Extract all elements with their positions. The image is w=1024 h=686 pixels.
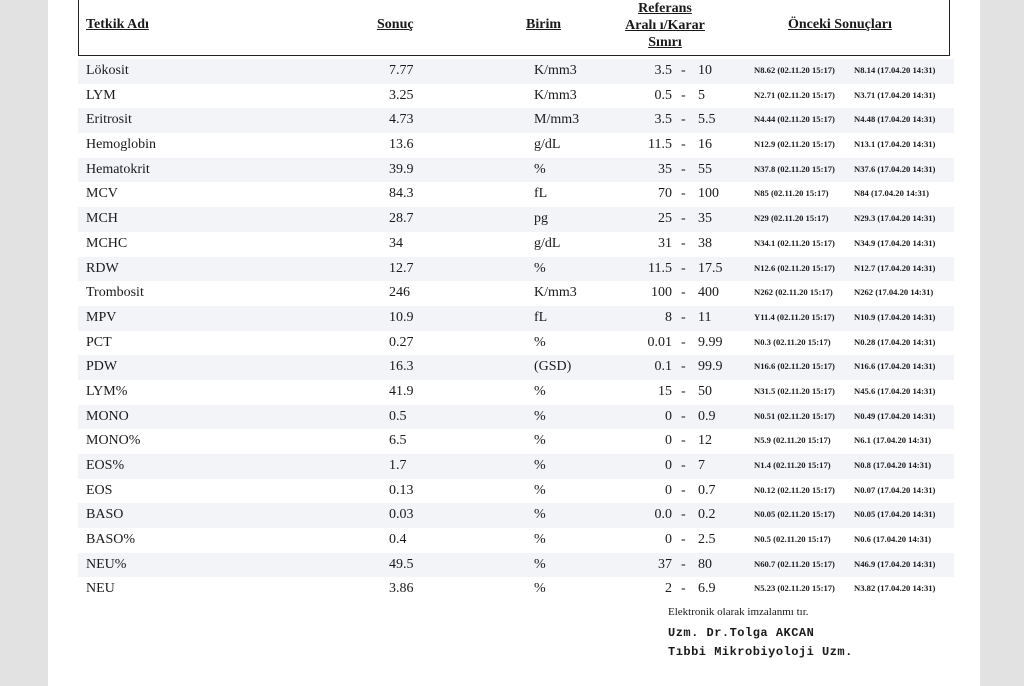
previous-results [754, 238, 954, 248]
test-result: 13.6 [389, 137, 414, 153]
reference-low: 35 [658, 161, 672, 177]
previous-result-prev1: N8.62 (02.11.20 15:17) [754, 65, 835, 75]
previous-result-prev1: N16.6 (02.11.20 15:17) [754, 361, 835, 372]
previous-results [754, 139, 954, 149]
previous-result-prev1: Y11.4 (02.11.20 15:17) [754, 311, 835, 322]
test-name: Trombosit [86, 285, 144, 301]
test-name: EOS% [86, 458, 125, 473]
table-row [78, 528, 954, 553]
test-unit: % [534, 334, 546, 350]
previous-results [754, 164, 954, 174]
reference-separator: - [681, 383, 686, 399]
previous-result-prev2: N37.6 (17.04.20 14:31) [854, 163, 936, 174]
reference-separator: - [681, 137, 686, 153]
previous-result-prev2: N8.14 (17.04.20 14:31) [854, 65, 936, 75]
reference-high: 0.2 [698, 507, 716, 523]
reference-high: 16 [698, 137, 712, 153]
header-ref-line-2: Aralı ı/Karar [625, 18, 705, 33]
previous-result-prev1: N0.12 (02.11.20 15:17) [754, 484, 835, 495]
previous-results [754, 90, 954, 100]
previous-results [754, 411, 954, 421]
header-ref-line-1: Referans [638, 1, 692, 16]
test-unit: g/dL [534, 235, 561, 251]
reference-high: 99.9 [698, 359, 723, 375]
reference-separator: - [681, 161, 686, 177]
reference-high: 55 [698, 161, 712, 177]
previous-result-prev1: N1.4 (02.11.20 15:17) [754, 460, 831, 470]
test-name: Hematokrit [86, 161, 150, 177]
previous-result-prev1: N5.9 (02.11.20 15:17) [754, 435, 831, 446]
test-result: 39.9 [389, 161, 414, 177]
reference-low: 0 [665, 532, 672, 548]
previous-result-prev2: N0.07 (17.04.20 14:31) [854, 484, 936, 495]
table-row [78, 133, 954, 158]
previous-result-prev2: N84 (17.04.20 14:31) [854, 188, 929, 199]
table-header [48, 0, 980, 58]
previous-result-prev1: N31.5 (02.11.20 15:17) [754, 385, 835, 396]
test-unit: % [534, 556, 546, 572]
test-unit: % [534, 260, 546, 276]
reference-low: 0.01 [647, 334, 672, 350]
test-result: 1.7 [389, 458, 407, 473]
test-result: 0.27 [389, 334, 414, 350]
table-row [78, 84, 954, 109]
reference-separator: - [681, 433, 686, 449]
reference-low: 0.0 [654, 507, 672, 523]
reference-separator: - [681, 63, 686, 78]
previous-results [754, 114, 954, 124]
previous-result-prev1: N37.8 (02.11.20 15:17) [754, 163, 835, 174]
reference-separator: - [681, 458, 686, 473]
test-name: EOS [86, 482, 113, 498]
reference-high: 38 [698, 235, 712, 251]
previous-result-prev2: N4.48 (17.04.20 14:31) [854, 114, 936, 125]
test-unit: % [534, 383, 546, 399]
reference-low: 0 [665, 433, 672, 449]
reference-low: 2 [665, 581, 672, 597]
reference-separator: - [681, 581, 686, 597]
table-row [78, 331, 954, 356]
test-name: PDW [86, 359, 118, 375]
reference-separator: - [681, 112, 686, 128]
previous-results [754, 188, 954, 198]
previous-result-prev2: N3.71 (17.04.20 14:31) [854, 89, 936, 100]
previous-result-prev1: N12.9 (02.11.20 15:17) [754, 139, 835, 150]
test-result: 0.03 [389, 507, 414, 523]
reference-low: 25 [658, 211, 672, 227]
doctor-title: Tıbbi Mikrobiyoloji Uzm. [668, 645, 853, 659]
table-row [78, 207, 954, 232]
reference-separator: - [681, 482, 686, 498]
reference-low: 15 [658, 383, 672, 399]
test-name: NEU% [86, 556, 127, 572]
previous-results [754, 213, 954, 223]
table-row [78, 577, 954, 602]
previous-result-prev2: N0.28 (17.04.20 14:31) [854, 336, 936, 347]
previous-result-prev1: N2.71 (02.11.20 15:17) [754, 89, 835, 100]
previous-result-prev2: N3.82 (17.04.20 14:31) [854, 583, 936, 594]
left-margin [0, 0, 48, 686]
previous-result-prev1: N0.05 (02.11.20 15:17) [754, 509, 835, 520]
reference-high: 12 [698, 433, 712, 449]
previous-result-prev2: N6.1 (17.04.20 14:31) [854, 435, 932, 446]
previous-results [754, 485, 954, 495]
previous-result-prev2: N12.7 (17.04.20 14:31) [854, 262, 936, 273]
table-row [78, 232, 954, 257]
reference-low: 11.5 [648, 137, 672, 153]
previous-results [754, 509, 954, 519]
table-row [78, 405, 954, 430]
test-unit: % [534, 507, 546, 523]
reference-high: 2.5 [698, 532, 716, 548]
reference-high: 17.5 [698, 260, 723, 276]
previous-result-prev2: N34.9 (17.04.20 14:31) [854, 237, 936, 248]
reference-low: 8 [665, 309, 672, 325]
reference-separator: - [681, 507, 686, 523]
reference-high: 0.9 [698, 408, 716, 424]
test-name: MPV [86, 309, 117, 325]
test-unit: K/mm3 [534, 63, 577, 78]
table-row [78, 108, 954, 133]
previous-results [754, 386, 954, 396]
test-name: Eritrosit [86, 112, 132, 128]
reference-separator: - [681, 532, 686, 548]
previous-result-prev2: N29.3 (17.04.20 14:31) [854, 213, 936, 224]
table-row [78, 454, 954, 479]
test-result: 3.86 [389, 581, 414, 597]
test-name: Hemoglobin [86, 137, 156, 153]
test-result: 0.4 [389, 532, 407, 548]
test-name: NEU [86, 581, 115, 597]
test-result: 49.5 [389, 556, 414, 572]
table-row [78, 257, 954, 282]
reference-high: 11 [698, 309, 712, 325]
reference-high: 400 [698, 285, 719, 301]
reference-low: 0.1 [654, 359, 672, 375]
previous-results [754, 583, 954, 593]
table-row [78, 479, 954, 504]
previous-result-prev1: N60.7 (02.11.20 15:17) [754, 558, 835, 569]
test-unit: K/mm3 [534, 285, 577, 301]
previous-result-prev2: N0.6 (17.04.20 14:31) [854, 534, 932, 545]
reference-high: 100 [698, 186, 719, 202]
reference-high: 50 [698, 383, 712, 399]
test-result: 7.77 [389, 63, 414, 78]
reference-separator: - [681, 87, 686, 103]
test-unit: % [534, 408, 546, 424]
reference-low: 3.5 [654, 112, 672, 128]
previous-result-prev1: N262 (02.11.20 15:17) [754, 287, 833, 298]
reference-high: 35 [698, 211, 712, 227]
previous-results [754, 337, 954, 347]
table-row [78, 182, 954, 207]
test-result: 0.13 [389, 482, 414, 498]
test-result: 12.7 [389, 260, 414, 276]
previous-result-prev1: N5.23 (02.11.20 15:17) [754, 583, 835, 594]
test-unit: % [534, 458, 546, 473]
reference-separator: - [681, 556, 686, 572]
reference-low: 11.5 [648, 260, 672, 276]
previous-result-prev2: N16.6 (17.04.20 14:31) [854, 361, 936, 372]
previous-result-prev2: N262 (17.04.20 14:31) [854, 287, 934, 298]
test-unit: g/dL [534, 137, 561, 153]
previous-result-prev1: N85 (02.11.20 15:17) [754, 188, 829, 199]
reference-separator: - [681, 334, 686, 350]
header-divider [78, 55, 950, 56]
previous-result-prev1: N0.5 (02.11.20 15:17) [754, 534, 831, 545]
previous-results [754, 263, 954, 273]
test-unit: (GSD) [534, 359, 572, 375]
previous-results [754, 435, 954, 445]
reference-low: 31 [658, 235, 672, 251]
reference-low: 3.5 [654, 63, 672, 78]
header-previous-results: Önceki Sonuçları [788, 17, 892, 32]
previous-result-prev2: N45.6 (17.04.20 14:31) [854, 385, 936, 396]
table-row [78, 306, 954, 331]
reference-separator: - [681, 359, 686, 375]
header-left-border [78, 0, 79, 56]
reference-high: 0.7 [698, 482, 716, 498]
test-unit: % [534, 581, 546, 597]
test-name: MONO% [86, 433, 141, 449]
header-unit: Birim [526, 17, 561, 32]
table-row [78, 553, 954, 578]
reference-high: 7 [698, 458, 705, 473]
previous-result-prev2: N10.9 (17.04.20 14:31) [854, 311, 936, 322]
previous-result-prev1: N29 (02.11.20 15:17) [754, 213, 829, 224]
test-name: MCHC [86, 235, 128, 251]
previous-result-prev2: N0.8 (17.04.20 14:31) [854, 460, 932, 470]
table-row [78, 503, 954, 528]
test-name: RDW [86, 260, 119, 276]
reference-low: 0 [665, 482, 672, 498]
reference-high: 5.5 [698, 112, 716, 128]
previous-results [754, 65, 954, 75]
reference-low: 100 [651, 285, 672, 301]
previous-result-prev1: N4.44 (02.11.20 15:17) [754, 114, 835, 125]
previous-results [754, 361, 954, 371]
test-result: 6.5 [389, 433, 407, 449]
previous-result-prev2: N0.05 (17.04.20 14:31) [854, 509, 936, 520]
test-name: MCH [86, 211, 118, 227]
previous-results [754, 534, 954, 544]
right-margin [980, 0, 1024, 686]
test-name: BASO [86, 507, 124, 523]
previous-results [754, 287, 954, 297]
header-right-border [949, 0, 950, 56]
reference-low: 0 [665, 408, 672, 424]
reference-separator: - [681, 285, 686, 301]
reference-low: 70 [658, 186, 672, 202]
previous-results [754, 559, 954, 569]
test-unit: fL [534, 309, 548, 325]
reference-high: 80 [698, 556, 712, 572]
header-test-name: Tetkik Adı [86, 17, 149, 32]
previous-result-prev2: N0.49 (17.04.20 14:31) [854, 410, 936, 421]
reference-high: 6.9 [698, 581, 716, 597]
test-name: LYM [86, 87, 116, 103]
reference-separator: - [681, 211, 686, 227]
previous-result-prev1: N0.51 (02.11.20 15:17) [754, 410, 835, 421]
test-result: 4.73 [389, 112, 414, 128]
results-table [78, 59, 954, 602]
test-result: 28.7 [389, 211, 414, 227]
test-unit: % [534, 532, 546, 548]
header-ref-line-3: Sınırı [648, 35, 682, 50]
reference-low: 0 [665, 458, 672, 473]
test-unit: % [534, 161, 546, 177]
previous-result-prev2: N46.9 (17.04.20 14:31) [854, 558, 936, 569]
test-result: 0.5 [389, 408, 407, 424]
test-unit: K/mm3 [534, 87, 577, 103]
test-result: 3.25 [389, 87, 414, 103]
test-result: 41.9 [389, 383, 414, 399]
lab-report-page [48, 0, 980, 686]
previous-result-prev2: N13.1 (17.04.20 14:31) [854, 139, 936, 150]
table-row [78, 59, 954, 84]
test-name: MCV [86, 186, 118, 202]
test-result: 10.9 [389, 309, 414, 325]
test-name: Lökosit [86, 63, 129, 78]
previous-result-prev1: N12.6 (02.11.20 15:17) [754, 262, 835, 273]
reference-high: 10 [698, 63, 712, 78]
previous-results [754, 312, 954, 322]
table-row [78, 429, 954, 454]
test-name: BASO% [86, 532, 136, 548]
reference-low: 37 [658, 556, 672, 572]
reference-high: 9.99 [698, 334, 723, 350]
test-unit: M/mm3 [534, 112, 580, 128]
test-name: MONO [86, 408, 129, 424]
test-unit: pg [534, 211, 548, 227]
table-row [78, 355, 954, 380]
test-unit: % [534, 482, 546, 498]
previous-results [754, 460, 954, 470]
test-result: 84.3 [389, 186, 414, 202]
previous-result-prev1: N0.3 (02.11.20 15:17) [754, 336, 831, 347]
test-result: 34 [389, 235, 403, 251]
table-row [78, 380, 954, 405]
test-result: 246 [389, 285, 410, 301]
reference-separator: - [681, 408, 686, 424]
header-reference-range [604, 0, 726, 51]
test-unit: fL [534, 186, 548, 202]
table-row [78, 158, 954, 183]
test-name: PCT [86, 334, 112, 350]
reference-separator: - [681, 260, 686, 276]
table-row [78, 281, 954, 306]
reference-separator: - [681, 235, 686, 251]
header-result: Sonuç [377, 17, 414, 32]
e-signature-note: Elektronik olarak imzalanmı tır. [668, 606, 809, 618]
test-result: 16.3 [389, 359, 414, 375]
reference-separator: - [681, 186, 686, 202]
reference-separator: - [681, 309, 686, 325]
test-unit: % [534, 433, 546, 449]
test-name: LYM% [86, 383, 128, 399]
reference-high: 5 [698, 87, 705, 103]
previous-result-prev1: N34.1 (02.11.20 15:17) [754, 237, 835, 248]
doctor-name: Uzm. Dr.Tolga AKCAN [668, 626, 815, 640]
reference-low: 0.5 [654, 87, 672, 103]
